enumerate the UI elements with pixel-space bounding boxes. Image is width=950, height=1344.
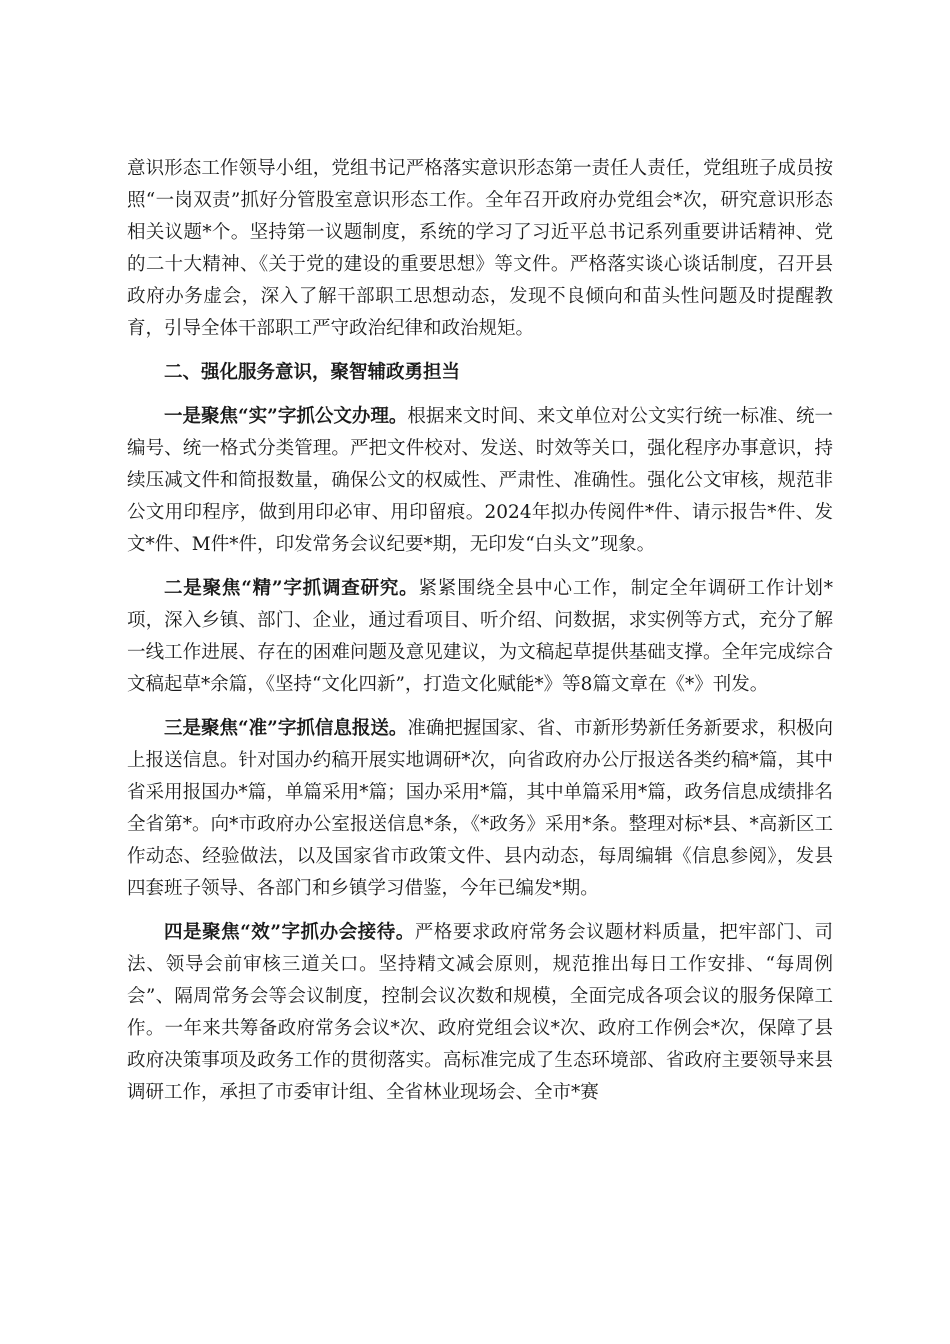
paragraph-information: [127, 713, 833, 905]
paragraph-lead: 二是聚焦“精”字抓调查研究。: [164, 578, 419, 599]
paragraph-lead: 三是聚焦“准”字抓信息报送。: [164, 718, 408, 739]
paragraph-body: 准确把握国家、省、市新形势新任务新要求，积极向上报送信息。针对国办约稿开展实地调研*次，向省政府办公厅报送各类约稿*篇，其中省采用报国办*篇，单篇采用*篇；国办采用*篇，其中单篇采用*篇，政务信息成绩排名全省第*。向*市政府办公室报送信息*条，《*政务》采用*条。整理对标*县、*高新区工作动态、经验做法，以及国家省市政策文件、县内动态，每周编辑《信息参阅》，发县四套班子领导、各部门和乡镇学习借鉴，今年已编发*期。: [127, 718, 833, 899]
section-heading: 二、强化服务意识，聚智辅政勇担当: [164, 362, 461, 383]
document-body: [127, 153, 833, 1109]
paragraph-body: 根据来文时间、来文单位对公文实行统一标准、统一编号、统一格式分类管理。严把文件校对、发送、时效等关口，强化程序办事意识，持续压减文件和简报数量，确保公文的权威性、严肃性、准确性。强化公文审核，规范非公文用印程序，做到用印必审、用印留痕。2024年拟办传阅件*件、请示报告*件、发文*件、M件*件，印发常务会议纪要*期，无印发“白头文”现象。: [127, 406, 833, 555]
intro-paragraph: 意识形态工作领导小组，党组书记严格落实意识形态第一责任人责任，党组班子成员按照“一岗双责”抓好分管股室意识形态工作。全年召开政府办党组会*次，研究意识形态相关议题*个。坚持第一议题制度，系统的学习了习近平总书记系列重要讲话精神、党的二十大精神、《关于党的建设的重要思想》等文件。严格落实谈心谈话制度，召开县政府办务虚会，深入了解干部职工思想动态，发现不良倾向和苗头性问题及时提醒教育，引导全体干部职工严守政治纪律和政治规矩。: [127, 158, 833, 339]
paragraph-lead: 四是聚焦“效”字抓办会接待。: [164, 922, 415, 943]
paragraph-body: 严格要求政府常务会议题材料质量，把牢部门、司法、领导会前审核三道关口。坚持精文减会原则，规范推出每日工作安排、“每周例会”、隔周常务会等会议制度，控制会议次数和规模，全面完成各项会议的服务保障工作。一年来共筹备政府常务会议*次、政府党组会议*次、政府工作例会*次，保障了县政府决策事项及政务工作的贯彻落实。高标准完成了生态环境部、省政府主要领导来县调研工作，承担了市委审计组、全省林业现场会、全市*赛: [127, 922, 833, 1103]
paragraph-body: 紧紧围绕全县中心工作，制定全年调研工作计划*项，深入乡镇、部门、企业，通过看项目、听介绍、问数据，求实例等方式，充分了解一线工作进展、存在的困难问题及意见建议，为文稿起草提供基础支撑。全年完成综合文稿起草*余篇，《坚持“文化四新”，打造文化赋能*》等8篇文章在《*》刊发。: [127, 578, 833, 695]
paragraph-lead: 一是聚焦“实”字抓公文办理。: [164, 406, 408, 427]
paragraph-official-documents: [127, 401, 833, 561]
paragraph-research: [127, 573, 833, 701]
paragraph-meetings: [127, 917, 833, 1109]
